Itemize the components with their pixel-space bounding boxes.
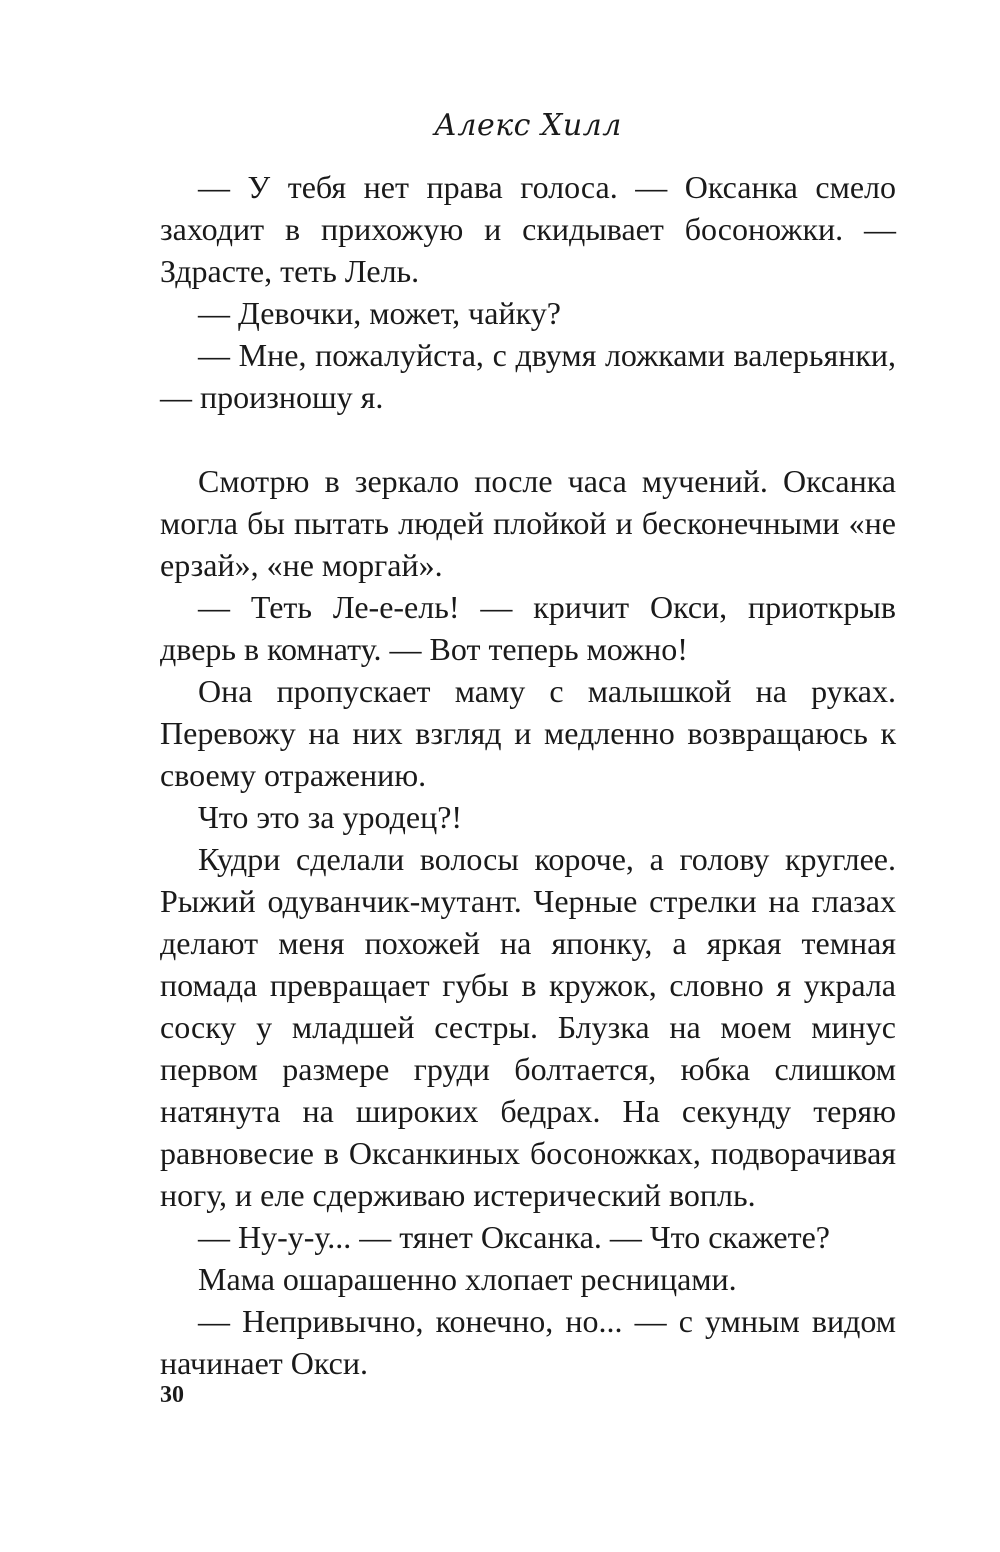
paragraph: — Мне, пожалуйста, с двумя ложками валерьянки, — произношу я.: [160, 337, 896, 415]
paragraph: — Теть Ле-е-ель! — кричит Окси, приоткрыв дверь в комнату. — Вот теперь можно!: [160, 589, 896, 667]
paragraph: Мама ошарашенно хлопает ресницами.: [198, 1261, 737, 1297]
paragraph: — Девочки, может, чайку?: [198, 295, 561, 331]
paragraph: Смотрю в зеркало после часа мучений. Оксанка могла бы пытать людей плойкой и бесконечными «не ерзай», «не моргай».: [160, 463, 896, 583]
paragraph: — Ну-у-у... — тянет Оксанка. — Что скажете?: [198, 1219, 830, 1255]
body-text: [160, 166, 896, 1384]
paragraph: — У тебя нет права голоса. — Оксанка смело заходит в прихожую и скидывает босоножки. — Здрасте, теть Лель.: [160, 169, 896, 289]
paragraph: Что это за уродец?!: [198, 799, 463, 835]
page-number: 30: [160, 1382, 184, 1408]
paragraph: Она пропускает маму с малышкой на руках. Перевожу на них взгляд и медленно возвращаюсь к своему отражению.: [160, 673, 896, 793]
paragraph: Кудри сделали волосы короче, а голову круглее. Рыжий одуванчик-мутант. Черные стрелки на глазах делают меня похожей на японку, а яркая темная помада превращает губы в кружок, словно я украла соску у младшей сестры. Блузка на моем минус первом размере груди болтается, юбка слишком натянута на широких бедрах. На секунду теряю равновесие в Оксанкиных босоножках, подворачивая ногу, и еле сдерживаю истерический вопль.: [160, 841, 896, 1213]
running-head-author: Алекс Хилл: [434, 108, 622, 143]
paragraph: — Непривычно, конечно, но... — с умным видом начинает Окси.: [160, 1303, 896, 1381]
